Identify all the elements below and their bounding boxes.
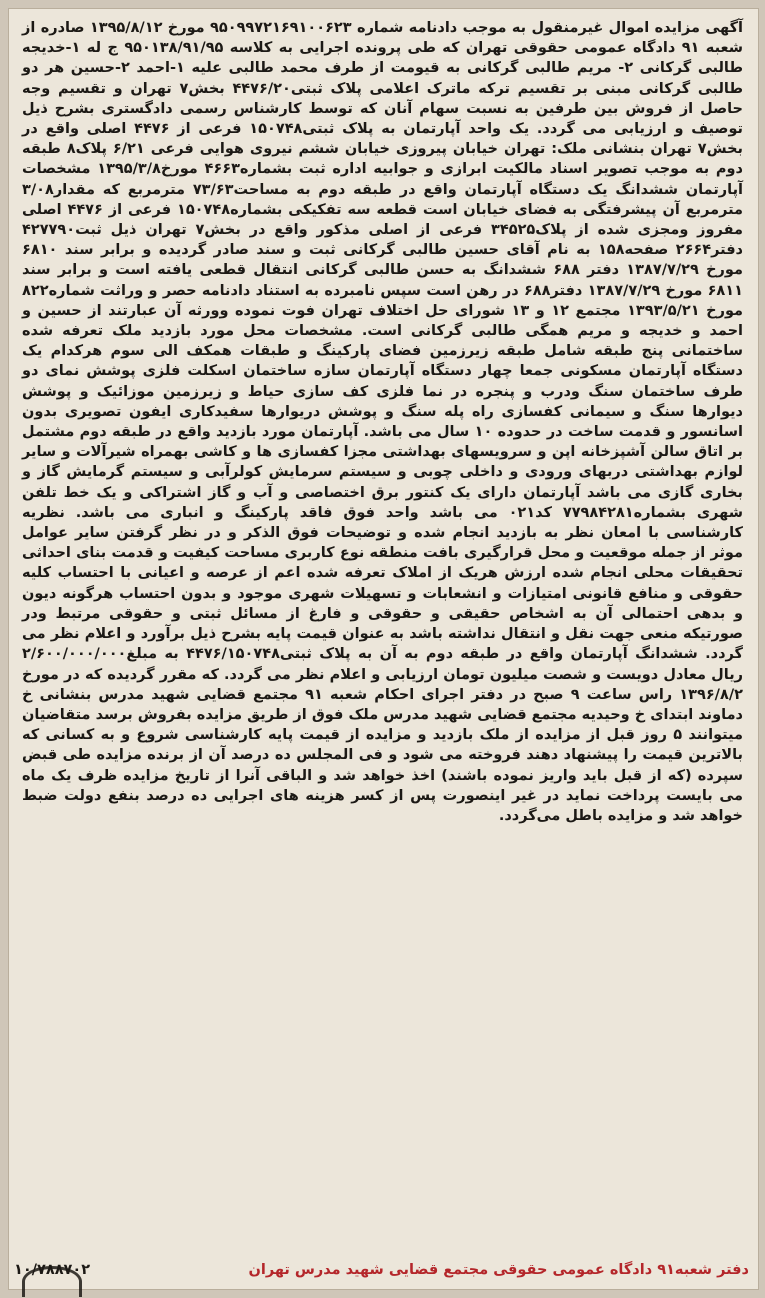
handwritten-mark-icon xyxy=(22,1266,82,1297)
notice-code: ۱۰/۷۸۸۷۰۲ xyxy=(14,1262,91,1278)
auction-notice-text: آگهی مزایده اموال غیرمنقول به موجب دادنامه شماره ۹۵۰۹۹۷۲۱۶۹۱۰۰۶۲۳ مورخ ۱۳۹۵/۸/۱۲ صادره از شعبه ۹۱ دادگاه عمومی حقوقی تهران که طی پرونده اجرایی به کلاسه ۹۵۰۱۳۸/۹۱/۹۵ ج له ۱-خدیجه طالبی گرکانی ۲- مریم طالبی گرکانی به قیومت از طرف محمد طالبی علیه ۱-احمد ۲-حسین هر دو طالبی گرکانی مبنی بر تقسیم ترکه ماترک اعلامی پلاک ثبتی۴۴۷۶/۲۰ بخش۷ تهران و تقسیم وجه حاصل از فروش بین طرفین به نسبت سهام آنان که توسط کارشناس رسمی دادگستری بشرح ذیل توصیف و ارزیابی می گردد. یک واحد آپارتمان به پلاک ثبتی۱۵۰۷۴۸ فرعی از ۴۴۷۶ اصلی واقع در بخش۷ تهران بنشانی ملک: تهران خیابان پیروزی خیابان ششم نیروی هوایی فرعی ۶/۲۱ پلاک۸ طبقه دوم به موجب تصویر اسناد مالکیت ابرازی و جوابیه اداره ثبت بشماره۴۶۶۳ مورخ۱۳۹۵/۳/۸ مشخصات آپارتمان ششدانگ یک دستگاه آپارتمان واقع در طبقه دوم به مساحت۷۳/۶۳ مترمربع که مقدار۳/۰۸ مترمربع آن پیشرفتگی به فضای خیابان است قطعه سه تفکیکی بشماره۱۵۰۷۴۸ فرعی از ۴۴۷۶ اصلی مفروز ومجزی شده از پلاک۳۴۵۲۵ فرعی از اصلی مذکور واقع در بخش۷ تهران ذیل ثبت۴۲۷۷۹۰ دفتر۲۶۶۴ صفحه۱۵۸ به نام آقای حسین طالبی گرکانی ثبت و سند صادر گردیده و برابر سند ۶۸۱۰ مورخ ۱۳۸۷/۷/۲۹ دفتر ۶۸۸ ششدانگ به حسن طالبی گرکانی انتقال قطعی یافته است و برابر سند ۶۸۱۱ مورخ ۱۳۸۷/۷/۲۹ دفتر۶۸۸ در رهن است سپس نامبرده به استناد دادنامه حصر و وراثت شماره۸۲۲ مورخ ۱۳۹۳/۵/۲۱ مجتمع ۱۲ و ۱۳ شورای حل اختلاف تهران فوت نموده وورثه آن عبارتند از حسین و احمد و خدیجه و مریم همگی طالبی گرکانی است. مشخصات محل مورد بازدید ملک تعرفه شده ساختمانی پنج طبقه شامل طبقه زیرزمین فضای پارکینگ و طبقات همکف الی سوم هرکدام یک دستگاه آپارتمان مسکونی جمعا چهار دستگاه آپارتمان سازه ساختمان اسکلت فلزی پوشش نمای دو طرف ساختمان سنگ ودرب و پنجره در نما فلزی کف سازی حیاط و زیرزمین موزائیک و پوشش دیوارها سنگ و سیمانی کفسازی راه پله سنگ و پوشش دریوارها سفیدکاری ایفون تصویری بدون اسانسور و قدمت ساخت در حدوده ۱۰ سال می باشد. آپارتمان مورد بازدید واقع در طبقه دوم مشتمل بر اتاق سالن آشپزخانه اپن و سرویسهای بهداشتی مجزا کفسازی ها و کاشی بهمراه شیرآلات و سایر لوازم بهداشتی دربهای ورودی و داخلی چوبی و سیستم سرمایش کولرآبی و سیستم گرمایش گاز و بخاری گازی می باشد آپارتمان دارای یک کنتور برق اختصاصی و آب و گاز اشتراکی و یک خط تلفن شهری بشماره۷۷۹۸۴۲۸۱ کد۰۲۱ می باشد واحد فوق فاقد پارکینگ و انباری می باشد. نظریه کارشناسی با امعان نظر به بازدید انجام شده و توضیحات فوق الذکر و در نظر گرفتن سایر عوامل موثر از جمله موقعیت و محل قرارگیری بافت منطقه نوع کاربری مساحت کیفیت و قدمت بنای احداثی تحقیقات محلی انجام شده ارزش هریک از املاک تعرفه شده اعم از عرصه و اعیانی با احتساب کلیه حقوقی و منافع قانونی امتیازات و انشعابات و تسهیلات شهری موجود و بدون احتساب هرگونه دیون و بدهی احتمالی آن به اشخاص حقیقی و حقوقی و فارغ از مسائل ثبتی و حقوقی مرتبط ودر صورتیکه منعی جهت نقل و انتقال نداشته باشد به عنوان قیمت پایه بشرح ذیل برآورد و اعلام نظر می گردد. ششدانگ آپارتمان واقع در طبقه دوم به آن به پلاک ثبتی۴۴۷۶/۱۵۰۷۴۸ به مبلغ۲/۶۰۰/۰۰۰/۰۰۰ ریال معادل دویست و شصت میلیون تومان ارزیابی و اعلام نظر می گردد. که مقرر گردیده که در مورخ ۱۳۹۶/۸/۲ راس ساعت ۹ صبح در دفتر اجرای احکام شعبه ۹۱ مجتمع قضایی شهید مدرس بنشانی خ دماوند ابتدای خ وحیدیه مجتمع قضایی شهید مدرس ملک فوق از طریق مزایده بفروش برسد متقاضیان میتوانند ۵ روز قبل از مزایده از ملک بازدید و مزایده از قیمت پایه کارشناسی شروع و به کسانی که بالاترین قیمت را پیشنهاد دهند فروخته می شود و فی المجلس ده درصد آن از برنده مزایده طی قبض سپرده (که از قبل باید واریز نموده باشند) اخذ خواهد شد و الباقی آنرا از تاریخ مزایده ظرف یک ماه می بایست پرداخت نماید در غیر اینصورت پس از کسر هزینه های اجرایی ده درصد بنفع دولت ضبط خواهد شد و مزایده باطل می‌گردد. xyxy=(22,20,744,824)
newspaper-clipping xyxy=(8,8,759,1290)
notice-footer xyxy=(14,1262,749,1278)
issuing-office: دفتر شعبه۹۱ دادگاه عمومی حقوقی مجتمع قضایی شهید مدرس تهران xyxy=(248,1262,749,1278)
